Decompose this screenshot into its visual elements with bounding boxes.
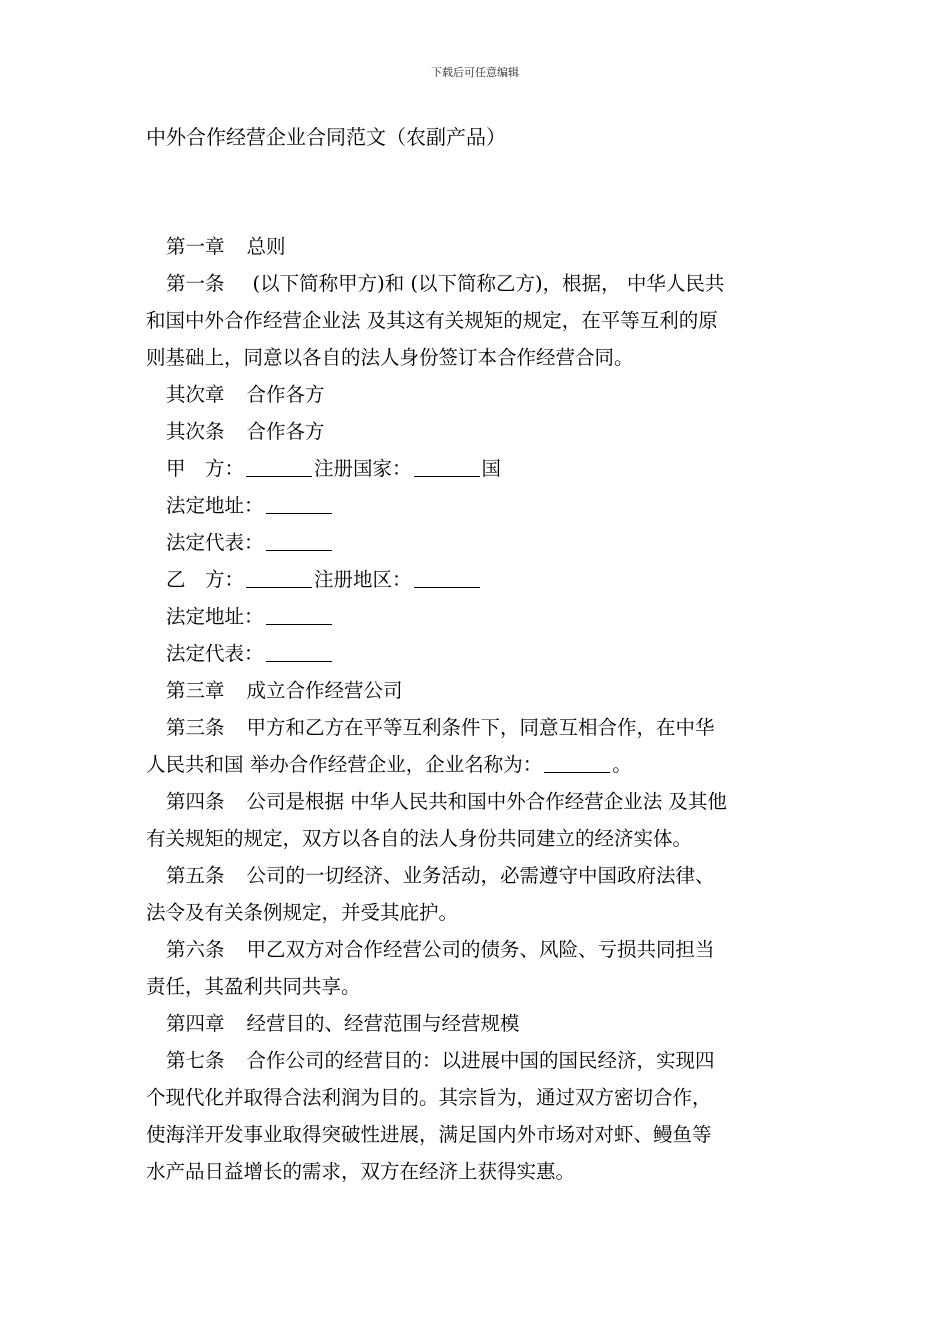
article-1-line-3: 则基础上，同意以各自的法人身份签订本合作经营合同。 xyxy=(146,346,634,369)
party-a-rep-line xyxy=(146,524,810,561)
party-b-address-label: 法定地址： xyxy=(166,605,264,628)
article-text-end: 。 xyxy=(612,753,632,776)
document-body xyxy=(146,228,810,1190)
article-7-line-2: 个现代化并取得合法利润为目的。其宗旨为，通过双方密切合作， xyxy=(146,1086,712,1109)
party-b-address-line xyxy=(146,598,810,635)
article-title: 合作各方 xyxy=(246,420,325,443)
company-name-blank[interactable] xyxy=(544,750,610,773)
party-a-name-blank[interactable] xyxy=(246,454,312,477)
article-text: 公司是根据 中华人民共和国中外合作经营企业法 及其他 xyxy=(246,790,727,813)
party-a-country-blank[interactable] xyxy=(414,454,480,477)
article-text: 甲方和乙方在平等互利条件下，同意互相合作，在中华 xyxy=(246,716,715,739)
party-b-label: 乙 方： xyxy=(166,568,245,591)
chapter-4-heading xyxy=(146,1005,810,1042)
article-number: 第三条 xyxy=(166,716,225,739)
party-b-name-blank[interactable] xyxy=(246,565,312,588)
chapter-1-heading xyxy=(146,228,810,265)
chapter-number: 第三章 xyxy=(166,679,225,702)
article-number: 第六条 xyxy=(166,938,225,961)
document-title: 中外合作经营企业合同范文（农副产品） xyxy=(146,125,506,149)
chapter-number: 其次章 xyxy=(166,383,225,406)
party-b-rep-line xyxy=(146,635,810,672)
party-a-country-label: 注册国家： xyxy=(314,457,412,480)
article-6-line-1 xyxy=(146,931,810,968)
party-a-address-line xyxy=(146,487,810,524)
article-7-line-1 xyxy=(146,1042,810,1079)
party-a-rep-label: 法定代表： xyxy=(166,531,264,554)
chapter-title: 合作各方 xyxy=(246,383,325,406)
chapter-number: 第一章 xyxy=(166,235,225,258)
party-a-line xyxy=(146,450,810,487)
article-number: 第四条 xyxy=(166,790,225,813)
article-7-line-4: 水产品日益增长的需求，双方在经济上获得实惠。 xyxy=(146,1160,576,1183)
article-5-line-1 xyxy=(146,857,810,894)
party-a-country-suffix: 国 xyxy=(481,457,502,480)
chapter-3-heading xyxy=(146,672,810,709)
party-a-label: 甲 方： xyxy=(166,457,245,480)
article-4-line-1 xyxy=(146,783,810,820)
chapter-2-heading xyxy=(146,376,810,413)
article-number: 第五条 xyxy=(166,864,225,887)
article-1-line-2: 和国中外合作经营企业法 及其这有关规矩的规定，在平等互利的原 xyxy=(146,309,718,332)
article-4-line-2: 有关规矩的规定，双方以各自的法人身份共同建立的经济实体。 xyxy=(146,827,693,850)
article-text: (以下简称甲方)和 (以下简称乙方)，根据， 中华人民共 xyxy=(252,272,725,295)
party-b-rep-blank[interactable] xyxy=(266,639,332,662)
article-5-line-2: 法令及有关条例规定，并受其庇护。 xyxy=(146,901,459,924)
article-text: 公司的一切经济、业务活动，必需遵守中国政府法律、 xyxy=(246,864,715,887)
article-number: 其次条 xyxy=(166,420,225,443)
article-7-line-3: 使海洋开发事业取得突破性进展，满足国内外市场对对虾、鳗鱼等 xyxy=(146,1123,712,1146)
party-b-address-blank[interactable] xyxy=(266,602,332,625)
chapter-number: 第四章 xyxy=(166,1012,225,1035)
chapter-title: 总则 xyxy=(246,235,286,258)
article-text: 合作公司的经营目的：以进展中国的国民经济，实现四 xyxy=(246,1049,715,1072)
article-text: 甲乙双方对合作经营公司的债务、风险、亏损共同担当 xyxy=(246,938,715,961)
party-a-address-blank[interactable] xyxy=(266,491,332,514)
header-note: 下载后可任意编辑 xyxy=(431,66,519,79)
article-2-heading xyxy=(146,413,810,450)
article-3-line-1 xyxy=(146,709,810,746)
article-6-line-2: 责任，其盈利共同共享。 xyxy=(146,975,361,998)
chapter-title: 经营目的、经营范围与经营规模 xyxy=(246,1012,520,1035)
party-b-region-label: 注册地区： xyxy=(314,568,412,591)
party-a-address-label: 法定地址： xyxy=(166,494,264,517)
article-3-line-2 xyxy=(146,746,810,783)
party-a-rep-blank[interactable] xyxy=(266,528,332,551)
article-number: 第七条 xyxy=(166,1049,225,1072)
party-b-rep-label: 法定代表： xyxy=(166,642,264,665)
article-text: 人民共和国 举办合作经营企业，企业名称为： xyxy=(146,753,543,776)
article-number: 第一条 xyxy=(166,272,225,295)
party-b-region-blank[interactable] xyxy=(414,565,480,588)
article-1-line-1 xyxy=(146,265,810,302)
party-b-line xyxy=(146,561,810,598)
chapter-title: 成立合作经营公司 xyxy=(246,679,403,702)
